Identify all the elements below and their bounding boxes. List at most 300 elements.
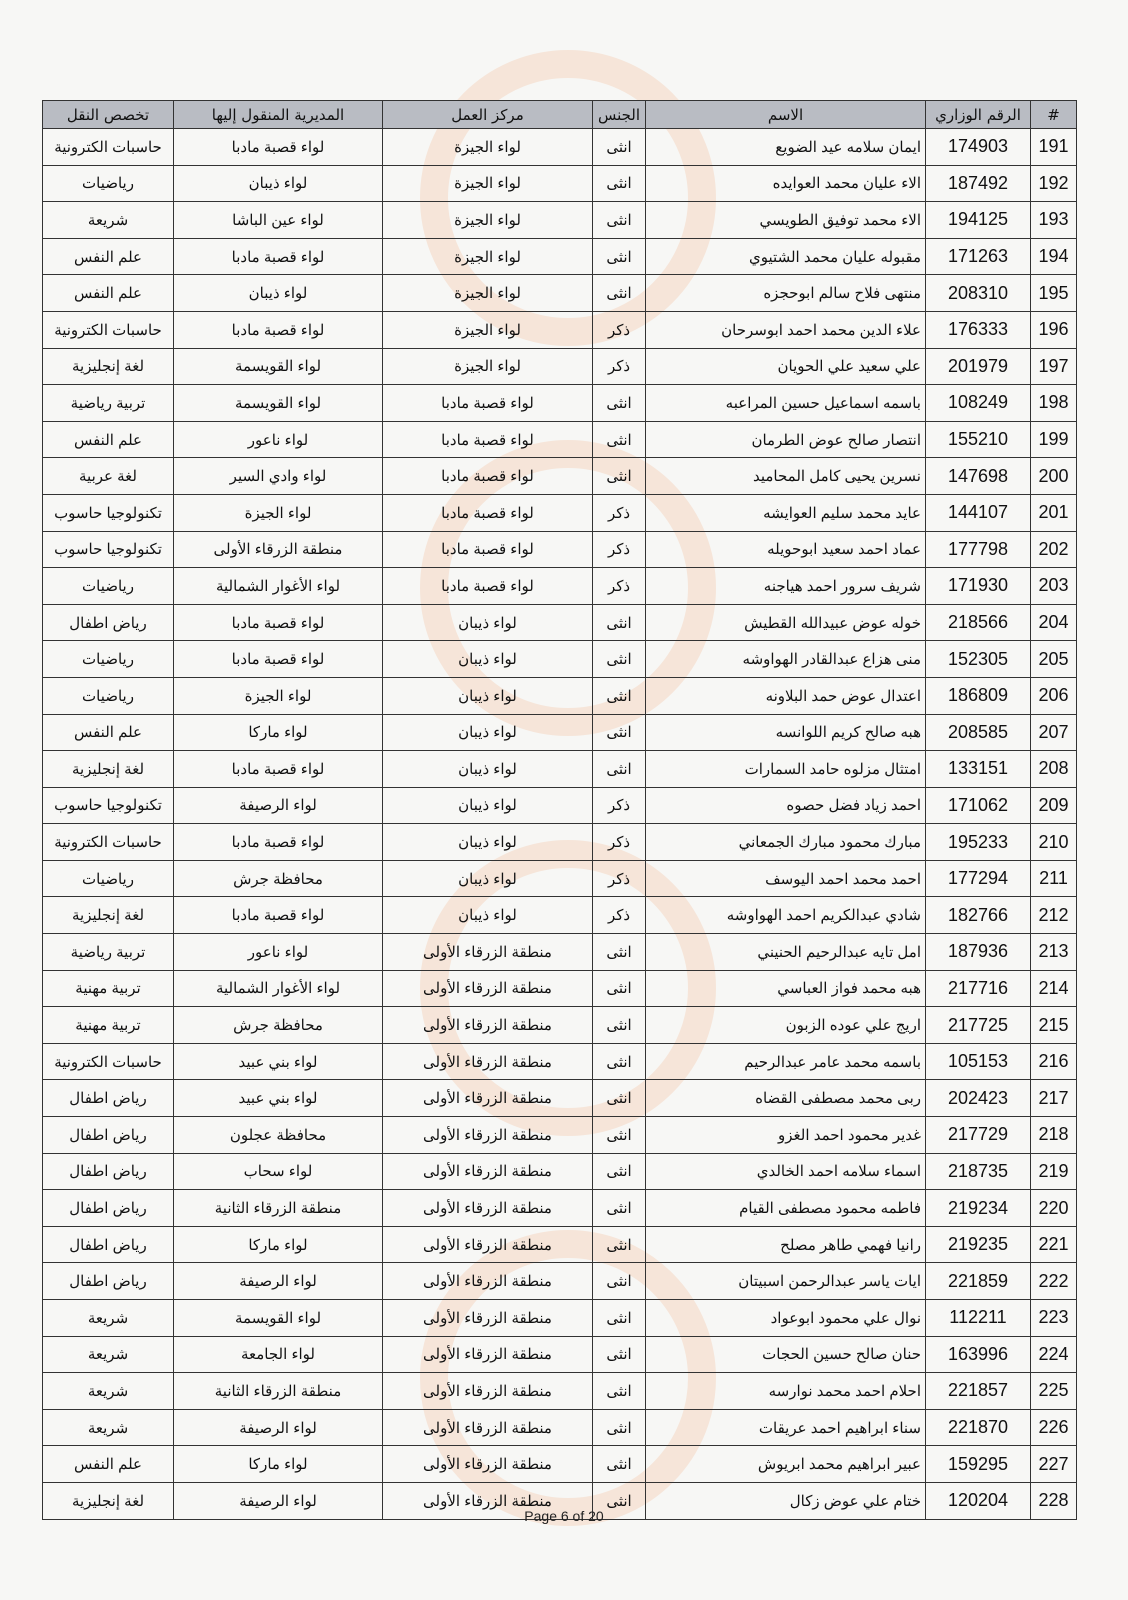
cell-directorate: لواء ماركا <box>174 1226 383 1263</box>
header-ministry-id: الرقم الوزاري <box>926 101 1031 129</box>
cell-directorate: لواء قصبة مادبا <box>174 641 383 678</box>
cell-gender: انثى <box>593 1263 646 1300</box>
cell-ministry-id: 120204 <box>926 1482 1031 1519</box>
cell-gender: ذكر <box>593 787 646 824</box>
cell-row-number: 218 <box>1031 1117 1077 1154</box>
cell-row-number: 221 <box>1031 1226 1077 1263</box>
cell-name: احلام احمد محمد نوارسه <box>646 1373 926 1410</box>
cell-work-center: لواء ذيبان <box>383 604 593 641</box>
cell-name: احمد محمد احمد اليوسف <box>646 860 926 897</box>
cell-directorate: لواء قصبة مادبا <box>174 311 383 348</box>
table-row <box>43 458 1077 495</box>
cell-directorate: محافظة عجلون <box>174 1117 383 1154</box>
table-row <box>43 348 1077 385</box>
cell-work-center: لواء الجيزة <box>383 275 593 312</box>
cell-gender: انثى <box>593 1190 646 1227</box>
cell-specialty: تربية مهنية <box>43 970 174 1007</box>
cell-ministry-id: 195233 <box>926 824 1031 861</box>
cell-specialty: تربية مهنية <box>43 1007 174 1044</box>
table-row <box>43 1373 1077 1410</box>
table-row <box>43 714 1077 751</box>
cell-ministry-id: 155210 <box>926 421 1031 458</box>
cell-ministry-id: 152305 <box>926 641 1031 678</box>
cell-row-number: 228 <box>1031 1482 1077 1519</box>
cell-ministry-id: 221859 <box>926 1263 1031 1300</box>
cell-directorate: لواء قصبة مادبا <box>174 604 383 641</box>
cell-gender: انثى <box>593 275 646 312</box>
cell-specialty: شريعة <box>43 1300 174 1337</box>
cell-name: الاء عليان محمد العوايده <box>646 165 926 202</box>
cell-gender: انثى <box>593 1153 646 1190</box>
cell-row-number: 211 <box>1031 860 1077 897</box>
cell-specialty: رياض اطفال <box>43 1117 174 1154</box>
cell-gender: انثى <box>593 1482 646 1519</box>
cell-ministry-id: 217716 <box>926 970 1031 1007</box>
cell-specialty: علم النفس <box>43 1446 174 1483</box>
cell-row-number: 222 <box>1031 1263 1077 1300</box>
cell-ministry-id: 108249 <box>926 385 1031 422</box>
table-row <box>43 1446 1077 1483</box>
cell-ministry-id: 202423 <box>926 1080 1031 1117</box>
cell-gender: ذكر <box>593 311 646 348</box>
cell-gender: ذكر <box>593 568 646 605</box>
cell-name: ربى محمد مصطفى القضاه <box>646 1080 926 1117</box>
cell-name: عايد محمد سليم العوايشه <box>646 494 926 531</box>
cell-name: اريج علي عوده الزبون <box>646 1007 926 1044</box>
table-row <box>43 1300 1077 1337</box>
cell-work-center: منطقة الزرقاء الأولى <box>383 1409 593 1446</box>
table-row <box>43 1117 1077 1154</box>
header-gender: الجنس <box>593 101 646 129</box>
cell-specialty: رياض اطفال <box>43 1190 174 1227</box>
page-number: Page 6 of 20 <box>524 1508 604 1524</box>
cell-gender: انثى <box>593 714 646 751</box>
cell-specialty: علم النفس <box>43 275 174 312</box>
cell-gender: انثى <box>593 751 646 788</box>
cell-specialty: تكنولوجيا حاسوب <box>43 531 174 568</box>
table-row <box>43 531 1077 568</box>
cell-specialty: شريعة <box>43 1373 174 1410</box>
cell-ministry-id: 177294 <box>926 860 1031 897</box>
cell-ministry-id: 163996 <box>926 1336 1031 1373</box>
cell-ministry-id: 187936 <box>926 934 1031 971</box>
cell-name: انتصار صالح عوض الطرمان <box>646 421 926 458</box>
cell-gender: انثى <box>593 421 646 458</box>
cell-specialty: رياض اطفال <box>43 1080 174 1117</box>
cell-directorate: منطقة الزرقاء الثانية <box>174 1373 383 1410</box>
cell-ministry-id: 171930 <box>926 568 1031 605</box>
cell-row-number: 223 <box>1031 1300 1077 1337</box>
cell-gender: انثى <box>593 129 646 166</box>
header-name: الاسم <box>646 101 926 129</box>
cell-name: سناء ابراهيم احمد عريقات <box>646 1409 926 1446</box>
cell-directorate: لواء قصبة مادبا <box>174 751 383 788</box>
cell-directorate: لواء وادي السير <box>174 458 383 495</box>
cell-work-center: لواء الجيزة <box>383 348 593 385</box>
table-body <box>43 129 1077 1520</box>
cell-row-number: 200 <box>1031 458 1077 495</box>
cell-directorate: لواء الأغوار الشمالية <box>174 970 383 1007</box>
cell-ministry-id: 133151 <box>926 751 1031 788</box>
cell-row-number: 212 <box>1031 897 1077 934</box>
cell-specialty: حاسبات الكترونية <box>43 1043 174 1080</box>
cell-name: نسرين يحيى كامل المحاميد <box>646 458 926 495</box>
cell-gender: انثى <box>593 1226 646 1263</box>
table-row <box>43 1190 1077 1227</box>
cell-work-center: لواء الجيزة <box>383 129 593 166</box>
cell-work-center: لواء قصبة مادبا <box>383 421 593 458</box>
cell-directorate: منطقة الزرقاء الأولى <box>174 531 383 568</box>
cell-directorate: لواء قصبة مادبا <box>174 238 383 275</box>
cell-row-number: 196 <box>1031 311 1077 348</box>
header-num: # <box>1031 101 1077 129</box>
cell-work-center: منطقة الزرقاء الأولى <box>383 1190 593 1227</box>
cell-specialty: تكنولوجيا حاسوب <box>43 494 174 531</box>
cell-gender: انثى <box>593 934 646 971</box>
cell-gender: انثى <box>593 458 646 495</box>
cell-row-number: 219 <box>1031 1153 1077 1190</box>
cell-ministry-id: 105153 <box>926 1043 1031 1080</box>
header-directorate: المديرية المنقول إليها <box>174 101 383 129</box>
cell-name: ايات ياسر عبدالرحمن اسبيتان <box>646 1263 926 1300</box>
cell-work-center: لواء ذيبان <box>383 714 593 751</box>
cell-specialty: شريعة <box>43 202 174 239</box>
cell-row-number: 204 <box>1031 604 1077 641</box>
cell-row-number: 202 <box>1031 531 1077 568</box>
cell-name: عبير ابراهيم محمد ابريوش <box>646 1446 926 1483</box>
cell-directorate: لواء بني عبيد <box>174 1080 383 1117</box>
cell-ministry-id: 221870 <box>926 1409 1031 1446</box>
cell-specialty: رياضيات <box>43 568 174 605</box>
cell-work-center: منطقة الزرقاء الأولى <box>383 970 593 1007</box>
cell-work-center: لواء ذيبان <box>383 897 593 934</box>
cell-ministry-id: 221857 <box>926 1373 1031 1410</box>
table-row <box>43 385 1077 422</box>
cell-ministry-id: 147698 <box>926 458 1031 495</box>
cell-name: هبه صالح كريم اللوانسه <box>646 714 926 751</box>
cell-work-center: منطقة الزرقاء الأولى <box>383 1446 593 1483</box>
cell-row-number: 208 <box>1031 751 1077 788</box>
cell-gender: انثى <box>593 238 646 275</box>
cell-work-center: منطقة الزرقاء الأولى <box>383 1226 593 1263</box>
table-row <box>43 1007 1077 1044</box>
cell-specialty: رياضيات <box>43 860 174 897</box>
table-row <box>43 1409 1077 1446</box>
table-row <box>43 934 1077 971</box>
cell-ministry-id: 144107 <box>926 494 1031 531</box>
cell-ministry-id: 219235 <box>926 1226 1031 1263</box>
transfer-table <box>42 100 1077 1520</box>
cell-ministry-id: 176333 <box>926 311 1031 348</box>
cell-gender: انثى <box>593 604 646 641</box>
cell-specialty: حاسبات الكترونية <box>43 311 174 348</box>
cell-gender: انثى <box>593 970 646 1007</box>
cell-gender: انثى <box>593 1300 646 1337</box>
cell-work-center: منطقة الزرقاء الأولى <box>383 1007 593 1044</box>
cell-directorate: لواء ماركا <box>174 714 383 751</box>
cell-row-number: 215 <box>1031 1007 1077 1044</box>
table-row <box>43 1226 1077 1263</box>
cell-row-number: 193 <box>1031 202 1077 239</box>
table-row <box>43 751 1077 788</box>
cell-row-number: 199 <box>1031 421 1077 458</box>
cell-directorate: لواء الجيزة <box>174 494 383 531</box>
cell-directorate: لواء الأغوار الشمالية <box>174 568 383 605</box>
table-row <box>43 824 1077 861</box>
cell-row-number: 201 <box>1031 494 1077 531</box>
cell-gender: ذكر <box>593 494 646 531</box>
cell-ministry-id: 174903 <box>926 129 1031 166</box>
cell-row-number: 217 <box>1031 1080 1077 1117</box>
cell-work-center: لواء قصبة مادبا <box>383 458 593 495</box>
cell-work-center: منطقة الزرقاء الأولى <box>383 1336 593 1373</box>
cell-ministry-id: 159295 <box>926 1446 1031 1483</box>
table-row <box>43 1080 1077 1117</box>
cell-work-center: منطقة الزرقاء الأولى <box>383 1153 593 1190</box>
cell-gender: انثى <box>593 1336 646 1373</box>
cell-gender: انثى <box>593 165 646 202</box>
cell-directorate: لواء ذيبان <box>174 275 383 312</box>
cell-gender: ذكر <box>593 531 646 568</box>
table-row <box>43 421 1077 458</box>
cell-name: مبارك محمود مبارك الجمعاني <box>646 824 926 861</box>
cell-work-center: لواء ذيبان <box>383 677 593 714</box>
cell-specialty: رياض اطفال <box>43 1263 174 1300</box>
cell-name: شادي عبدالكريم احمد الهواوشه <box>646 897 926 934</box>
cell-specialty: تربية رياضية <box>43 385 174 422</box>
cell-directorate: لواء قصبة مادبا <box>174 897 383 934</box>
cell-ministry-id: 186809 <box>926 677 1031 714</box>
cell-work-center: لواء الجيزة <box>383 311 593 348</box>
cell-directorate: لواء ناعور <box>174 421 383 458</box>
cell-directorate: لواء الجيزة <box>174 677 383 714</box>
cell-work-center: لواء ذيبان <box>383 751 593 788</box>
table-row <box>43 311 1077 348</box>
cell-name: مقبوله عليان محمد الشتيوي <box>646 238 926 275</box>
table-row <box>43 238 1077 275</box>
cell-gender: ذكر <box>593 348 646 385</box>
cell-work-center: لواء قصبة مادبا <box>383 531 593 568</box>
cell-work-center: لواء قصبة مادبا <box>383 494 593 531</box>
cell-name: امل تايه عبدالرحيم الحنيني <box>646 934 926 971</box>
table-row <box>43 275 1077 312</box>
cell-directorate: لواء قصبة مادبا <box>174 129 383 166</box>
cell-row-number: 209 <box>1031 787 1077 824</box>
cell-name: خوله عوض عبيدالله القطيش <box>646 604 926 641</box>
cell-directorate: لواء الرصيفة <box>174 787 383 824</box>
cell-work-center: لواء قصبة مادبا <box>383 568 593 605</box>
cell-name: الاء محمد توفيق الطويسي <box>646 202 926 239</box>
cell-row-number: 213 <box>1031 934 1077 971</box>
cell-ministry-id: 187492 <box>926 165 1031 202</box>
table-row <box>43 1336 1077 1373</box>
cell-row-number: 226 <box>1031 1409 1077 1446</box>
cell-work-center: منطقة الزرقاء الأولى <box>383 1263 593 1300</box>
table-row <box>43 1153 1077 1190</box>
cell-specialty: لغة إنجليزية <box>43 751 174 788</box>
cell-work-center: لواء ذيبان <box>383 860 593 897</box>
cell-row-number: 220 <box>1031 1190 1077 1227</box>
cell-row-number: 227 <box>1031 1446 1077 1483</box>
cell-directorate: منطقة الزرقاء الثانية <box>174 1190 383 1227</box>
cell-name: هبه محمد فواز العباسي <box>646 970 926 1007</box>
cell-row-number: 198 <box>1031 385 1077 422</box>
cell-work-center: منطقة الزرقاء الأولى <box>383 1043 593 1080</box>
table-row <box>43 604 1077 641</box>
cell-work-center: لواء الجيزة <box>383 165 593 202</box>
cell-directorate: محافظة جرش <box>174 860 383 897</box>
cell-gender: ذكر <box>593 824 646 861</box>
table-row <box>43 494 1077 531</box>
cell-specialty: علم النفس <box>43 421 174 458</box>
cell-work-center: لواء الجيزة <box>383 202 593 239</box>
cell-specialty: لغة إنجليزية <box>43 348 174 385</box>
cell-directorate: لواء الرصيفة <box>174 1263 383 1300</box>
cell-row-number: 195 <box>1031 275 1077 312</box>
cell-gender: ذكر <box>593 897 646 934</box>
cell-name: عماد احمد سعيد ابوحويله <box>646 531 926 568</box>
cell-work-center: منطقة الزرقاء الأولى <box>383 1300 593 1337</box>
cell-specialty: شريعة <box>43 1336 174 1373</box>
cell-work-center: منطقة الزرقاء الأولى <box>383 934 593 971</box>
cell-name: حنان صالح حسين الحجات <box>646 1336 926 1373</box>
cell-directorate: لواء الرصيفة <box>174 1409 383 1446</box>
cell-specialty: رياضيات <box>43 641 174 678</box>
cell-specialty: رياض اطفال <box>43 1153 174 1190</box>
cell-directorate: لواء بني عبيد <box>174 1043 383 1080</box>
cell-name: منتهى فلاح سالم ابوحجزه <box>646 275 926 312</box>
cell-row-number: 194 <box>1031 238 1077 275</box>
cell-specialty: رياضيات <box>43 165 174 202</box>
cell-directorate: لواء القويسمة <box>174 385 383 422</box>
cell-work-center: لواء ذيبان <box>383 787 593 824</box>
cell-name: ختام علي عوض زكال <box>646 1482 926 1519</box>
cell-ministry-id: 208585 <box>926 714 1031 751</box>
cell-work-center: منطقة الزرقاء الأولى <box>383 1482 593 1519</box>
cell-name: اسماء سلامه احمد الخالدي <box>646 1153 926 1190</box>
cell-row-number: 203 <box>1031 568 1077 605</box>
cell-name: امتثال مزلوه حامد السمارات <box>646 751 926 788</box>
cell-work-center: منطقة الزرقاء الأولى <box>383 1117 593 1154</box>
cell-gender: انثى <box>593 1080 646 1117</box>
cell-name: غدير محمود احمد الغزو <box>646 1117 926 1154</box>
cell-specialty: لغة إنجليزية <box>43 897 174 934</box>
cell-gender: انثى <box>593 1409 646 1446</box>
table-row <box>43 970 1077 1007</box>
cell-directorate: لواء الرصيفة <box>174 1482 383 1519</box>
table-row <box>43 897 1077 934</box>
cell-gender: انثى <box>593 1373 646 1410</box>
cell-name: علي سعيد علي الحويان <box>646 348 926 385</box>
cell-specialty: حاسبات الكترونية <box>43 824 174 861</box>
cell-specialty: رياض اطفال <box>43 1226 174 1263</box>
cell-gender: انثى <box>593 1446 646 1483</box>
cell-name: علاء الدين محمد احمد ابوسرحان <box>646 311 926 348</box>
cell-name: احمد زياد فضل حصوه <box>646 787 926 824</box>
cell-row-number: 224 <box>1031 1336 1077 1373</box>
cell-row-number: 216 <box>1031 1043 1077 1080</box>
cell-ministry-id: 217725 <box>926 1007 1031 1044</box>
cell-ministry-id: 217729 <box>926 1117 1031 1154</box>
cell-directorate: لواء ماركا <box>174 1446 383 1483</box>
cell-name: ايمان سلامه عيد الضويع <box>646 129 926 166</box>
table-row <box>43 1043 1077 1080</box>
cell-specialty: علم النفس <box>43 714 174 751</box>
cell-ministry-id: 194125 <box>926 202 1031 239</box>
cell-row-number: 210 <box>1031 824 1077 861</box>
cell-name: منى هزاع عبدالقادر الهواوشه <box>646 641 926 678</box>
cell-specialty: لغة عربية <box>43 458 174 495</box>
cell-row-number: 225 <box>1031 1373 1077 1410</box>
cell-row-number: 207 <box>1031 714 1077 751</box>
cell-specialty: حاسبات الكترونية <box>43 129 174 166</box>
table-header-row <box>43 101 1077 129</box>
cell-gender: انثى <box>593 1043 646 1080</box>
header-work-center: مركز العمل <box>383 101 593 129</box>
cell-work-center: لواء الجيزة <box>383 238 593 275</box>
cell-directorate: لواء سحاب <box>174 1153 383 1190</box>
cell-directorate: لواء القويسمة <box>174 1300 383 1337</box>
cell-ministry-id: 218735 <box>926 1153 1031 1190</box>
table-row <box>43 860 1077 897</box>
cell-specialty: علم النفس <box>43 238 174 275</box>
cell-specialty: رياضيات <box>43 677 174 714</box>
cell-work-center: لواء ذيبان <box>383 641 593 678</box>
cell-directorate: لواء ناعور <box>174 934 383 971</box>
cell-row-number: 214 <box>1031 970 1077 1007</box>
cell-gender: انثى <box>593 202 646 239</box>
cell-ministry-id: 219234 <box>926 1190 1031 1227</box>
cell-name: اعتدال عوض حمد البلاونه <box>646 677 926 714</box>
cell-ministry-id: 171062 <box>926 787 1031 824</box>
table-row <box>43 641 1077 678</box>
cell-name: باسمه محمد عامر عبدالرحيم <box>646 1043 926 1080</box>
cell-work-center: منطقة الزرقاء الأولى <box>383 1080 593 1117</box>
cell-row-number: 191 <box>1031 129 1077 166</box>
cell-ministry-id: 201979 <box>926 348 1031 385</box>
cell-ministry-id: 208310 <box>926 275 1031 312</box>
cell-name: فاطمه محمود مصطفى القيام <box>646 1190 926 1227</box>
cell-directorate: لواء القويسمة <box>174 348 383 385</box>
cell-name: رانيا فهمي طاهر مصلح <box>646 1226 926 1263</box>
cell-directorate: لواء قصبة مادبا <box>174 824 383 861</box>
cell-directorate: لواء الجامعة <box>174 1336 383 1373</box>
cell-ministry-id: 177798 <box>926 531 1031 568</box>
cell-work-center: لواء ذيبان <box>383 824 593 861</box>
cell-specialty: تربية رياضية <box>43 934 174 971</box>
cell-gender: انثى <box>593 385 646 422</box>
cell-gender: انثى <box>593 641 646 678</box>
table-row <box>43 129 1077 166</box>
cell-ministry-id: 182766 <box>926 897 1031 934</box>
cell-gender: ذكر <box>593 860 646 897</box>
cell-gender: انثى <box>593 1117 646 1154</box>
cell-ministry-id: 112211 <box>926 1300 1031 1337</box>
cell-specialty: شريعة <box>43 1409 174 1446</box>
cell-gender: انثى <box>593 1007 646 1044</box>
cell-gender: انثى <box>593 677 646 714</box>
cell-specialty: تكنولوجيا حاسوب <box>43 787 174 824</box>
table-row <box>43 787 1077 824</box>
table-row <box>43 1263 1077 1300</box>
table-row <box>43 202 1077 239</box>
cell-work-center: لواء قصبة مادبا <box>383 385 593 422</box>
cell-specialty: لغة إنجليزية <box>43 1482 174 1519</box>
cell-name: نوال علي محمود ابوعواد <box>646 1300 926 1337</box>
cell-row-number: 205 <box>1031 641 1077 678</box>
cell-directorate: محافظة جرش <box>174 1007 383 1044</box>
table-row <box>43 568 1077 605</box>
